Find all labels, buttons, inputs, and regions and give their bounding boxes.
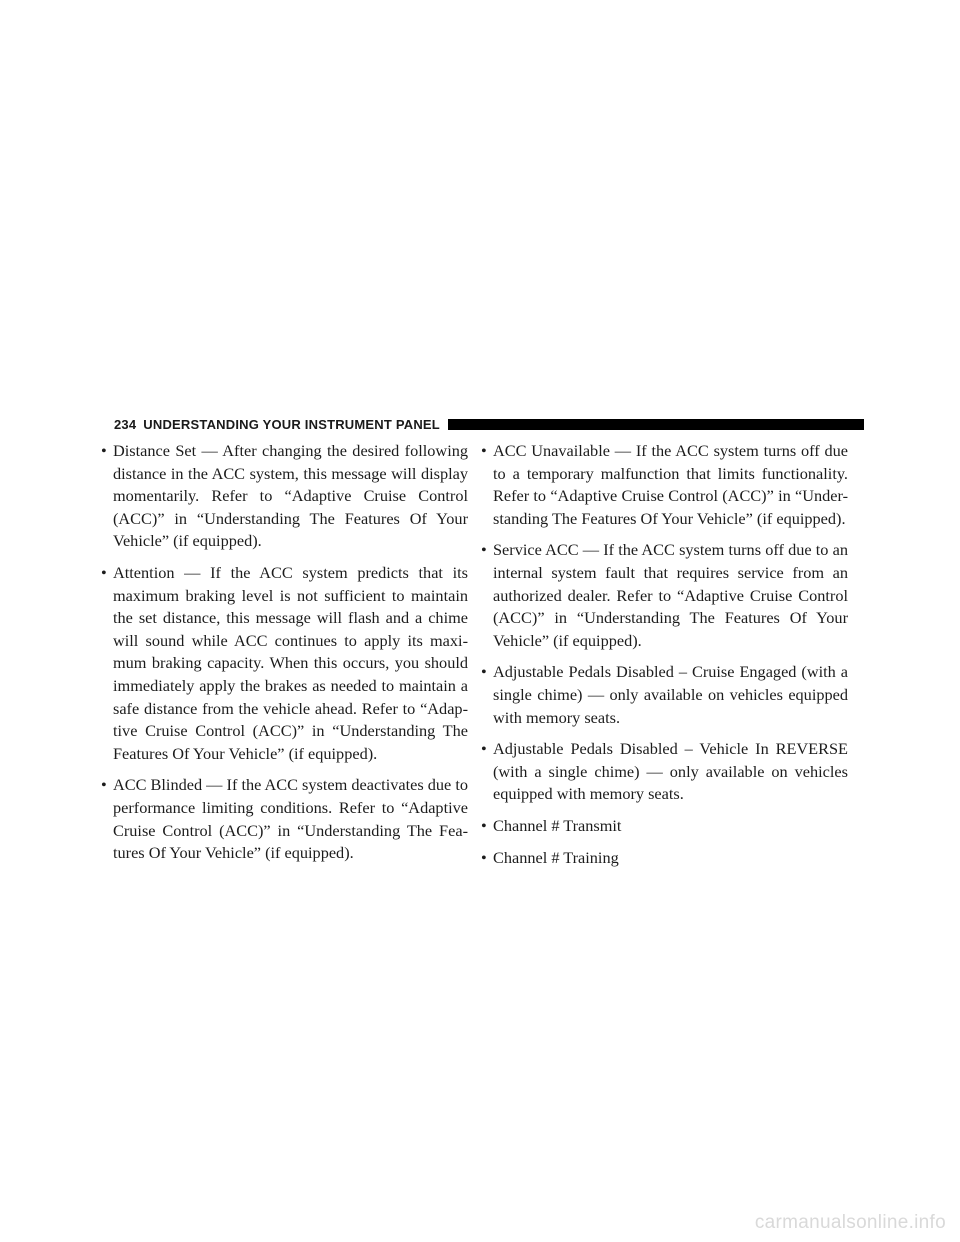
list-item-acc-unavailable (473, 440, 848, 530)
list-item-text: Channel # Transmit (493, 815, 622, 835)
list-item-text: ACC Blinded — If the ACC system deactivates due to performance limiting conditions. Refer to “Adaptive Cruise Control (ACC)” in “Understanding The Fea-tures Of Your Vehicle” (if equipped). (113, 775, 468, 863)
bullet-icon: • (481, 739, 487, 759)
bullet-icon: • (101, 441, 107, 460)
list-item-text: Channel # Training (493, 847, 619, 867)
list-item-pedals-cruise (473, 661, 848, 729)
bullet-icon: • (481, 815, 487, 835)
list-item-pedals-reverse (473, 738, 848, 806)
list-item-text: ACC Unavailable — If the ACC system turns off due to a temporary malfunction that limits functionality. Refer to “Adaptive Cruise Control (ACC)” in “Under-standing The Features Of Your Vehicle” (if equipped). (493, 441, 848, 528)
watermark: carmanualsonline.info (754, 1212, 946, 1233)
list-item-text: Attention — If the ACC system predicts that its maximum braking level is not sufficient to maintain the set distance, this message will flash and a chime will sound while ACC continues to apply its maxi-mum braking capacity. When this occurs, you should immediately apply the brakes as needed to maintain a safe distance from the vehicle ahead. Refer to “Adap-tive Cruise Control (ACC)” in “Understanding The Features Of Your Vehicle” (if equipped). (113, 562, 468, 763)
left-column (93, 440, 468, 874)
bullet-icon: • (481, 540, 487, 560)
section-title: UNDERSTANDING YOUR INSTRUMENT PANEL (143, 416, 440, 432)
list-item-service-acc (473, 539, 848, 652)
list-item-text: Distance Set — After changing the desired following distance in the ACC system, this message will display momentarily. Refer to “Adaptive Cruise Control (ACC)” in “Understanding The Features Of Your Vehicle” (if equipped). (113, 441, 468, 551)
list-item-channel-transmit (473, 815, 848, 838)
list-item-text: Adjustable Pedals Disabled – Vehicle In REVERSE (with a single chime) — only available on vehicles equipped with memory seats. (493, 739, 848, 804)
page-header (114, 416, 864, 432)
list-item-attention (93, 562, 468, 765)
list-item-acc-blinded (93, 774, 468, 864)
bullet-icon: • (481, 441, 487, 460)
list-item-distance-set (93, 440, 468, 553)
header-rule-bar (448, 419, 864, 430)
bullet-icon: • (101, 562, 107, 582)
list-item-text: Service ACC — If the ACC system turns off due to an internal system fault that requires service from an authorized dealer. Refer to “Adaptive Cruise Control (ACC)” in “Understanding The Features Of Your Vehicle” (if equipped). (493, 540, 848, 650)
list-item-channel-training (473, 847, 848, 870)
page-number: 234 (114, 416, 137, 432)
right-column (473, 440, 848, 878)
list-item-text: Adjustable Pedals Disabled – Cruise Engaged (with a single chime) — only available on vehicles equipped with memory seats. (493, 662, 848, 727)
bullet-icon: • (481, 847, 487, 867)
bullet-icon: • (481, 662, 487, 682)
bullet-icon: • (101, 775, 107, 795)
